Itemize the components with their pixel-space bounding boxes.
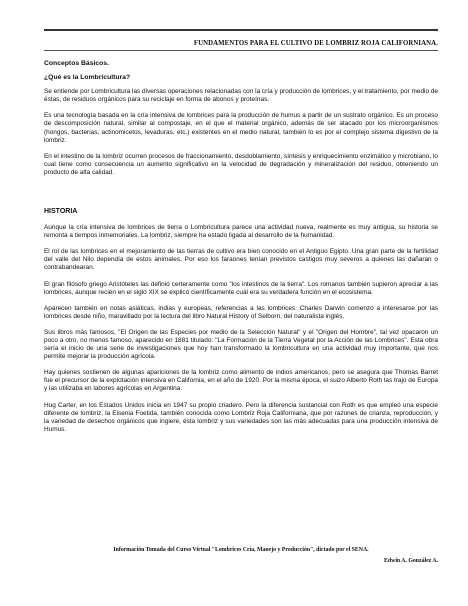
header-bottom-rule (44, 50, 438, 51)
history-paragraph-7: Hug Carter, en los Estados Unidos inicia en 1947 su propio criadero. Pero la diferencia sustancial con Roth es que empleó una especie diferente de lombriz, la Eisenia Foetida, también conocida como Lombriz Roja Californiana, que por razones de crianza, reproducción, y la variedad de desechos orgánicos que ingiere, ésta lombriz y sus variedades son las más adecuadas para una producción intensiva de Humus. (44, 401, 438, 433)
history-paragraph-1: Aunque la cría intensiva de lombrices de tierra o Lombricultura parece una actividad nueva, realmente es muy antigua, su historia se remonta a tiempos inmemoriales. La lombriz, siempre ha estado ligada al desarrollo de la humanidad. (44, 224, 438, 240)
document-header-title: FUNDAMENTOS PARA EL CULTIVO DE LOMBRIZ ROJA CALIFORNIANA. (193, 40, 438, 47)
history-paragraph-2: El rol de las lombrices en el mejoramiento de las tierras de cultivo era bien conocido en el Antiguo Egipto. Una gran parte de la fertilidad del valle del Nilo dependía de estos animales. Por eso los faraones tenían previstos castigos muy severos a quienes las dañaran o contrabandearan. (44, 248, 438, 272)
history-paragraph-4: Aparecen también en notas asiáticas, indias y europeas, referencias a las lombrices. Charles Darwin comenzó a interesarse por las lombrices desde niño, maravillado por la lectura del libro Natural History of Selborn, del naturalista inglés. (44, 304, 438, 320)
question-heading: ¿Qué es la Lombricultura? (44, 74, 131, 82)
basics-paragraph-1: Se entiende por Lombricultura las diversas operaciones relacionadas con la cría y producción de lombrices, y el tratamiento, por medio de éstas, de residuos orgánicos para su reciclaje en forma de abonos y proteínas. (44, 88, 438, 104)
history-paragraph-6: Hay quienes sostienen de algunas apariciones de la lombriz como alimento de indios americanos, pero se asegura que Thomas Barret fue el precursor de la explotación intensiva en California, en el año de 1920. Por la misma época, el suizo Alberto Roth las trajo de Europa y las utilizaba en labores agrícolas en Argentina. (44, 369, 438, 393)
footer-source-note: Información Tomada del Curso Virtual "Lombrices Cría, Manejo y Producción", dictado por el SENA. (113, 547, 369, 553)
basics-paragraph-2: Es una tecnología basada en la cría intensiva de lombrices para la producción de humus a partir de un sustrato orgánico. Es un proceso de descomposición natural, similar al compostaje, en el que el material orgánico, además de ser atacado por los microorganismos (hongos, bacterias, actinomicetos, levaduras, etc.) existentes en el medio natural, también lo es por el complejo sistema digestivo de la lombriz. (44, 112, 438, 144)
document-body (44, 60, 438, 442)
basics-paragraph-3: En el intestino de la lombriz ocurren procesos de fraccionamiento, desdoblamiento, síntesis y enriquecimiento enzimático y microbiano, lo cual tiene como consecuencia un aumento significativo en la velocidad de degradación y mineralización del residuo, obteniendo un producto de alta calidad. (44, 152, 438, 176)
section-spacer (44, 185, 438, 207)
history-paragraph-5: Sus libros más famosos, "El Origen de las Especies por medio de la Selección Natural" y el "Origen del Hombre", tal vez opacaron un poco a otro, no menos famoso, aparecido en 1881 titulado: "La Formación de la Tierra Vegetal por la Acción de las Lombrices". Esta obra sería el inicio de una serie de investigaciones que hoy han transformado la lombricultura en una actividad muy importante, que nos permite mejorar la producción agrícola. (44, 328, 438, 361)
header-top-rule (44, 29, 438, 31)
basics-heading: Conceptos Básicos. (44, 60, 109, 67)
history-heading: HISTORIA (44, 208, 78, 216)
footer-author: Edwin A. González A. (384, 558, 438, 564)
history-paragraph-3: El gran filósofo griego Aristóteles las definió certeramente como "los intestinos de la tierra". Los romanos también supieron apreciar a las lombrices, aunque recién en el siglo XIX se explicó científicamente cuál era su verdadera función en el ecosistema. (44, 280, 438, 296)
document-footer (44, 547, 438, 564)
